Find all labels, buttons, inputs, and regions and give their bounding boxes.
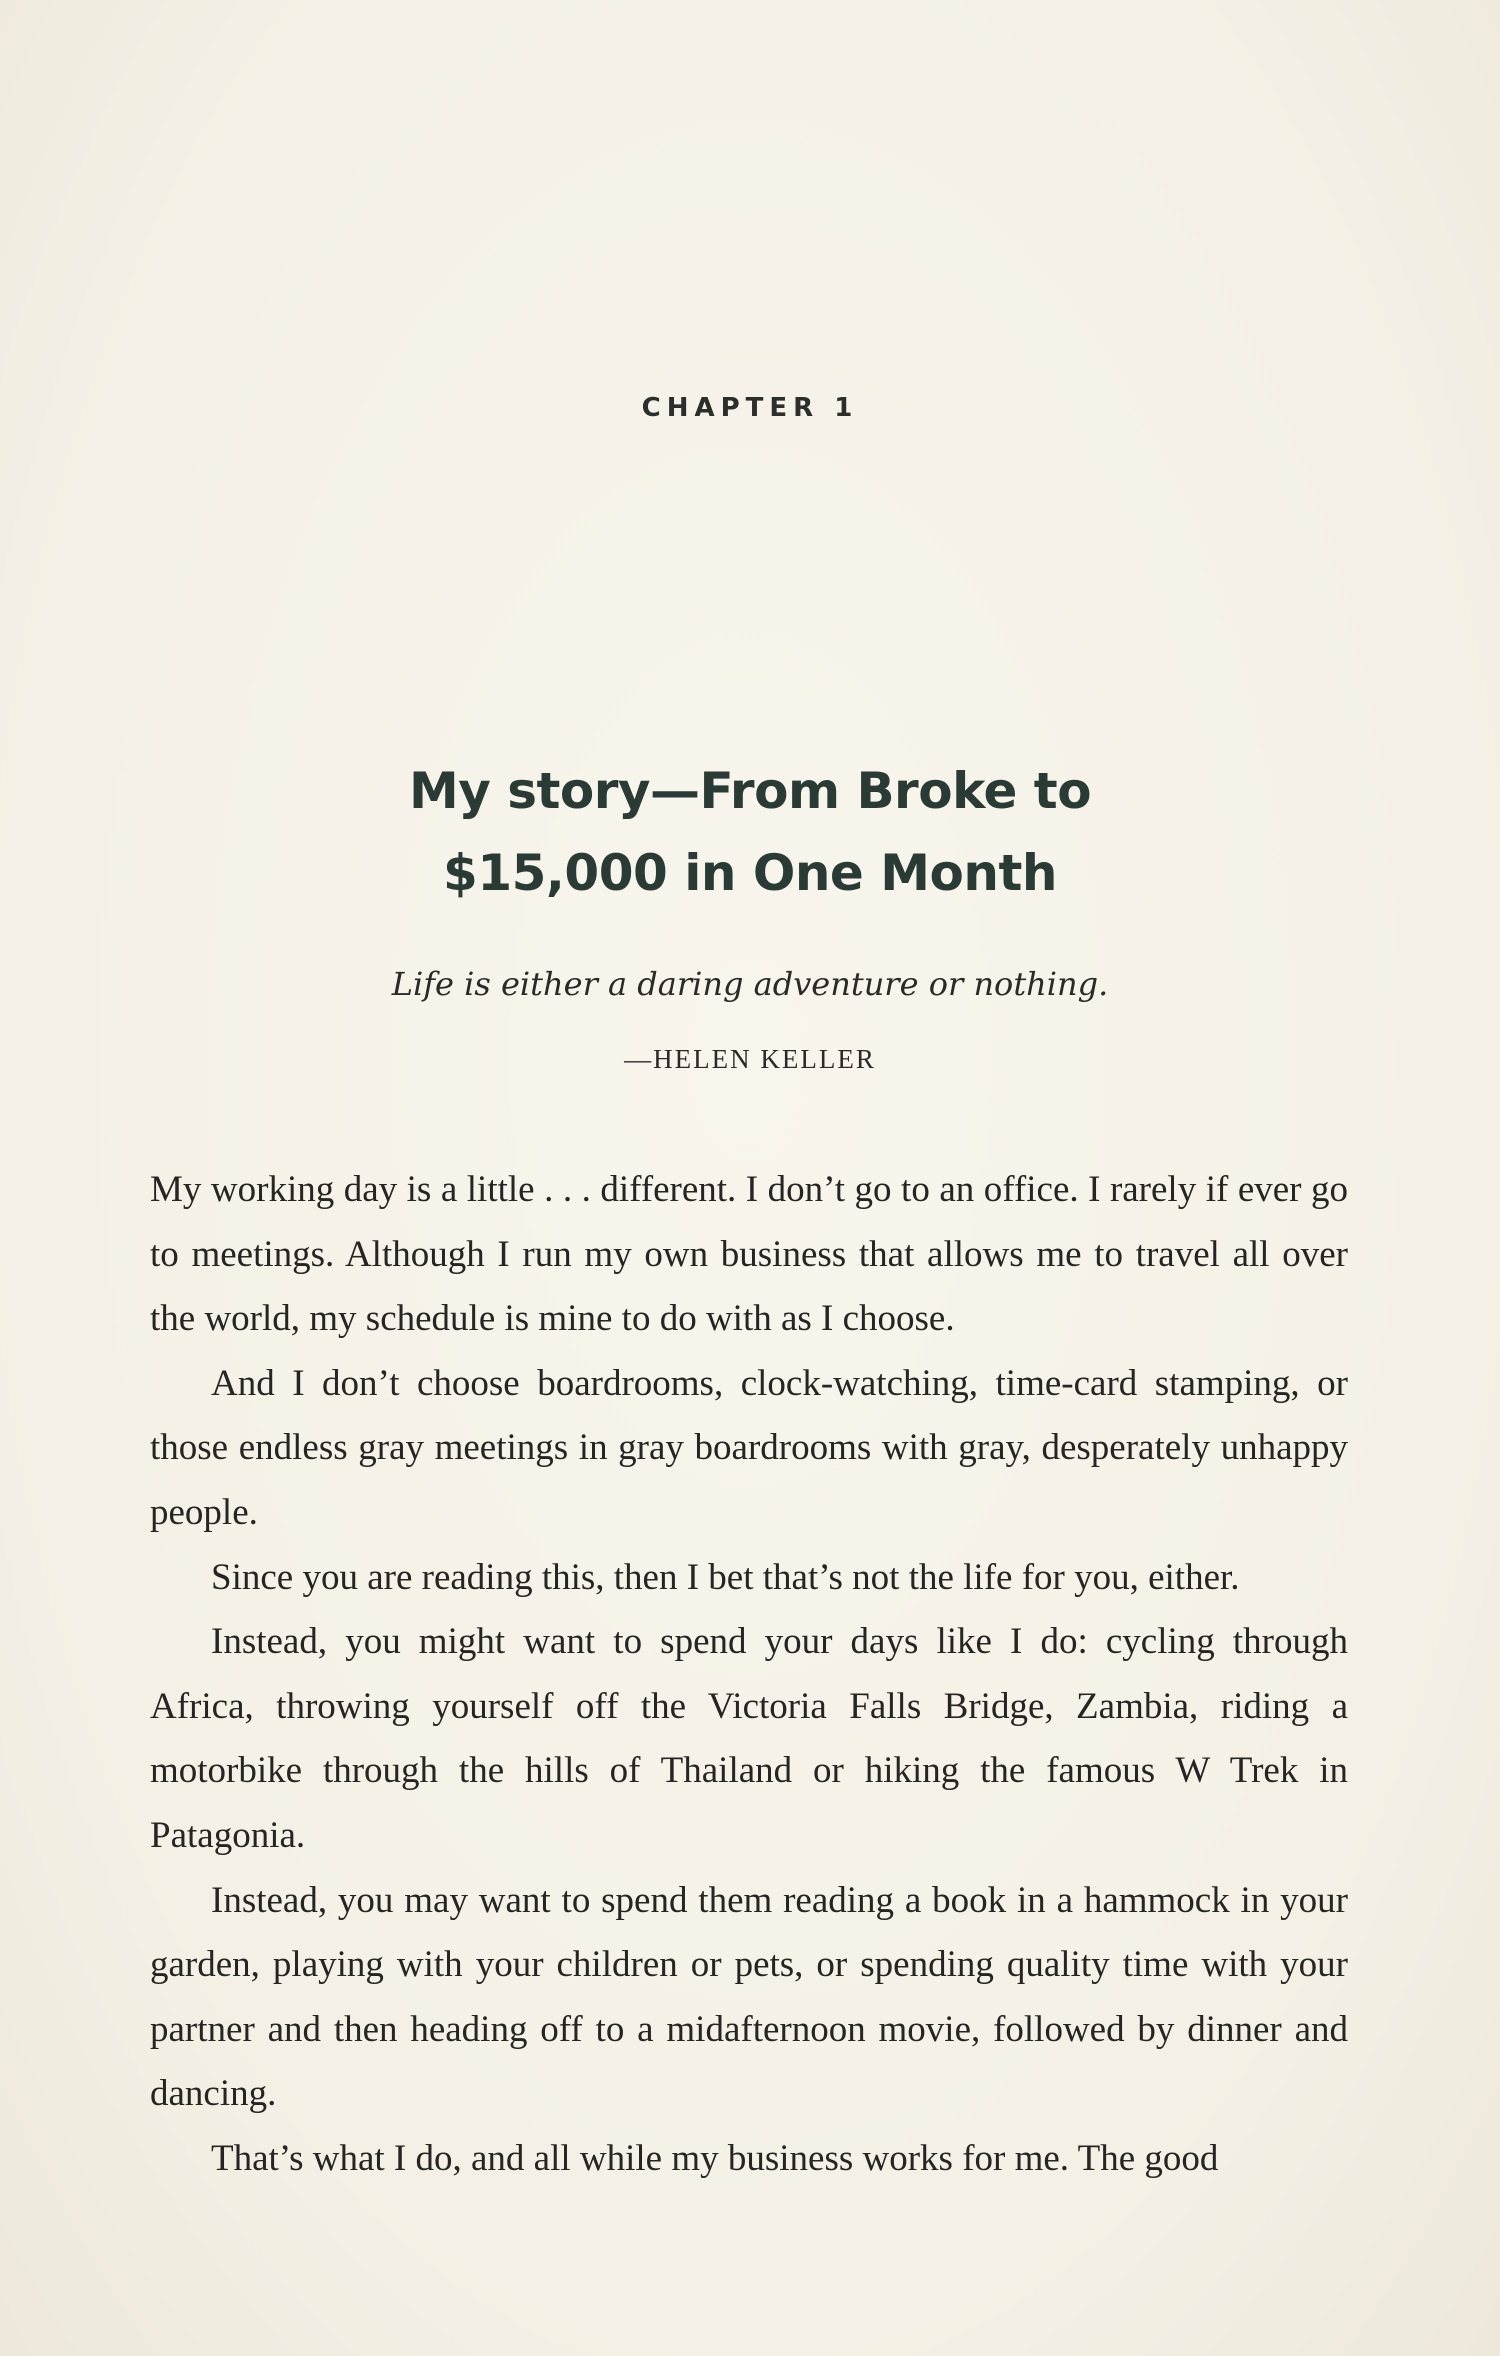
epigraph-quote: Life is either a daring adventure or nothing. [391,965,1109,1003]
epigraph-attribution: —HELEN KELLER [624,1044,876,1074]
chapter-title-line-2: $15,000 in One Month [443,844,1057,902]
paragraph-6: That’s what I do, and all while my business works for me. The good [211,2137,1219,2179]
paragraph-3: Since you are reading this, then I bet that’s not the life for you, either. [211,1556,1240,1598]
paragraph-5: Instead, you may want to spend them reading a book in a hammock in your garden, playing with your children or pets, or spending quality time with your partner and then heading off to a midafternoon movie, followed by dinner and dancing. [150,1879,1348,2115]
chapter-title-line-1: My story—From Broke to [408,762,1092,820]
chapter-label: CHAPTER 1 [641,393,859,423]
paragraph-2: And I don’t choose boardrooms, clock-watching, time-card stamping, or those endless gray meetings in gray boardrooms with gray, desperately unhappy people. [150,1362,1348,1533]
body-text [150,1158,1348,2192]
chapter-title [0,750,1500,914]
paragraph-1: My working day is a little . . . different. I don’t go to an office. I rarely if ever go to meetings. Although I run my own business that allows me to travel all over the world, my schedule is mine to do with as I choose. [150,1169,1348,1340]
paragraph-4: Instead, you might want to spend your days like I do: cycling through Africa, throwing yourself off the Victoria Falls Bridge, Zambia, riding a motorbike through the hills of Thailand or hiking the famous W Trek in Patagonia. [150,1621,1348,1856]
